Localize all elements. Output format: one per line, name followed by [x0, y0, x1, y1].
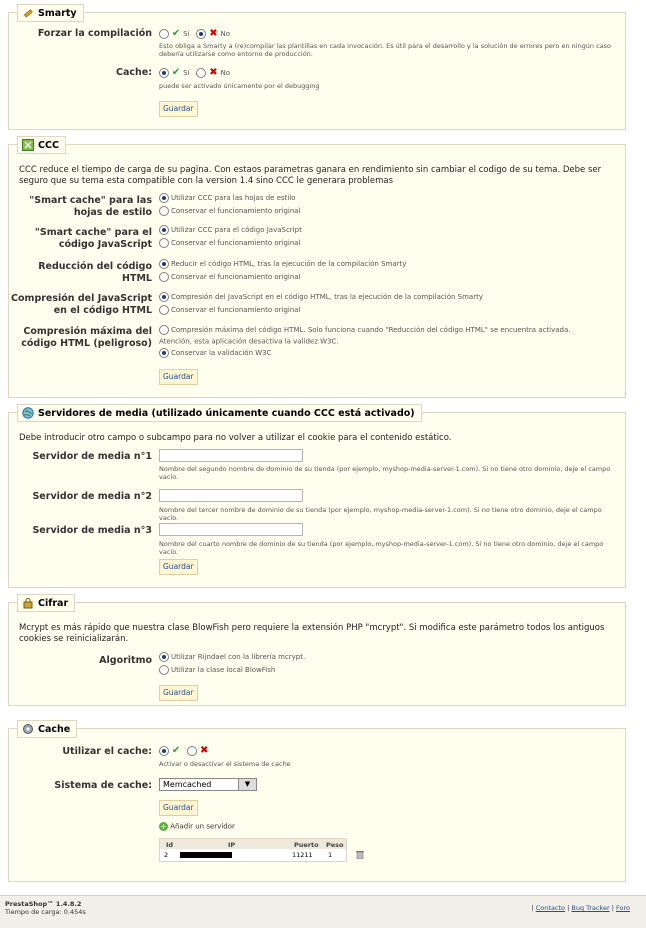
ccc-html-label: Reducción del código HTML: [38, 261, 152, 284]
cipher-opt1-label: Utilizar Rijndael con la librería mcrypt.: [171, 653, 306, 661]
row-port: 11211: [292, 851, 313, 859]
smarty-title: Smarty: [38, 7, 77, 19]
ccc-js-opt2-radio[interactable]: [159, 238, 169, 248]
add-server-link[interactable]: [159, 822, 235, 831]
forum-link[interactable]: Foro: [616, 904, 630, 912]
ccc-jscomp-opt1-radio[interactable]: [159, 292, 169, 302]
row-weight: 1: [328, 851, 333, 859]
server-table-header: [160, 839, 346, 849]
ccc-html-opt1-radio[interactable]: [159, 259, 169, 269]
cipher-fieldset: [8, 597, 626, 706]
media-server3-hint: Nombre del cuarto nombre de dominio de su tienda (por ejemplo, myshop-media-server-1.com). Si no tiene otro dominio, deje el campo vacío.: [159, 540, 604, 556]
ccc-fieldset: [8, 139, 626, 398]
ccc-jscomp-opt1[interactable]: [159, 292, 483, 303]
cache-use-label: Utilizar el cache:: [62, 746, 152, 757]
footer-sep: |: [531, 904, 534, 912]
globe-icon: [22, 407, 34, 419]
media-server2-hint: Nombre del tercer nombre de dominio de su tienda (por ejemplo, myshop-media-server-1.com). Si no tiene otro dominio, deje el campo vacío.: [159, 506, 602, 522]
ccc-js-opt2[interactable]: [159, 238, 301, 249]
cipher-opt2-label: Utilizar la clase local BlowFish: [171, 666, 276, 674]
ccc-html-opt2-radio[interactable]: [159, 272, 169, 282]
trash-icon[interactable]: [356, 850, 364, 861]
ccc-js-opt2-label: Conservar el funcionamiento original: [171, 239, 301, 247]
media-server1-label: Servidor de media n°1: [32, 451, 152, 462]
lock-icon: [22, 597, 34, 609]
cross-icon: ✖: [200, 745, 209, 756]
ccc-jscomp-opt2-radio[interactable]: [159, 305, 169, 315]
force-compile-hint: Esto obliga a Smarty a (re)compilar las plantillas en cada invocación. Es útil para el desarrollo y la solución de errores pero en ningún caso debería utilizarse como entorno de producción.: [159, 42, 612, 58]
media-save-button[interactable]: Guardar: [159, 559, 198, 575]
ccc-js-label: "Smart cache" para el código JavaScript: [34, 227, 152, 250]
ccc-jscomp-opt2[interactable]: [159, 305, 301, 316]
force-compile-field: [159, 28, 234, 39]
ccc-css-opt1-label: Utilizar CCC para las hojas de estilo: [171, 194, 296, 202]
footer-links: [531, 904, 630, 912]
ccc-maxcomp-label: Compresión máxima del código HTML (peligroso): [21, 326, 152, 349]
cipher-opt1[interactable]: [159, 652, 305, 663]
smarty-cache-field: [159, 67, 234, 78]
smarty-legend: [17, 4, 84, 22]
cache-legend: [17, 720, 77, 738]
ccc-js-opt1[interactable]: [159, 225, 302, 236]
contact-link[interactable]: Contacto: [535, 904, 566, 912]
media-server3-input[interactable]: [159, 523, 303, 536]
media-server2-label: Servidor de media n°2: [32, 491, 152, 502]
cipher-opt2[interactable]: [159, 665, 275, 676]
arrows-icon: [22, 139, 34, 151]
footer-sep: |: [567, 904, 570, 912]
ccc-css-opt2[interactable]: [159, 206, 301, 217]
ccc-css-opt2-radio[interactable]: [159, 206, 169, 216]
yes-label: Sí: [183, 29, 190, 38]
cache-title: Cache: [38, 723, 71, 735]
cache-use-no-radio[interactable]: [187, 746, 197, 756]
media-legend: [17, 404, 422, 422]
add-icon: +: [160, 822, 167, 831]
no-label: No: [220, 29, 231, 38]
footer-load-time: Tiempo de carga: 0.454s: [5, 908, 86, 916]
force-compile-yes-radio[interactable]: [159, 29, 169, 39]
ccc-maxcomp-opt2[interactable]: [159, 348, 272, 359]
ccc-css-opt2-label: Conservar el funcionamiento original: [171, 207, 301, 215]
col-weight: Peso: [326, 841, 344, 849]
ccc-css-opt1[interactable]: [159, 193, 296, 204]
force-compile-no-radio[interactable]: [196, 29, 206, 39]
footer-brand: PrestaShop™ 1.4.8.2: [5, 900, 82, 908]
cross-icon: ✖: [209, 28, 218, 39]
cache-save-button[interactable]: Guardar: [159, 800, 198, 816]
ccc-html-opt2-label: Conservar el funcionamiento original: [171, 273, 301, 281]
bug-tracker-link[interactable]: Bug Tracker: [571, 904, 610, 912]
media-server2-input[interactable]: [159, 489, 303, 502]
media-server1-input[interactable]: [159, 449, 303, 462]
ccc-css-label: "Smart cache" para las hojas de estilo: [29, 195, 152, 218]
cache-use-field: [159, 745, 208, 756]
ccc-save-button[interactable]: Guardar: [159, 369, 198, 385]
ccc-maxcomp-opt1[interactable]: [159, 325, 571, 336]
media-fieldset: [8, 407, 626, 588]
smarty-cache-no-radio[interactable]: [196, 68, 206, 78]
smarty-cache-hint: puede ser activado únicamente por el debugging: [159, 82, 320, 90]
check-icon: ✔: [171, 745, 181, 756]
cipher-opt2-radio[interactable]: [159, 665, 169, 675]
cipher-save-button[interactable]: Guardar: [159, 685, 198, 701]
force-compile-label: Forzar la compilación: [37, 28, 152, 39]
cipher-title: Cifrar: [38, 597, 69, 609]
ccc-jscomp-opt2-label: Conservar el funcionamiento original: [171, 306, 301, 314]
ccc-html-opt1-label: Reducir el código HTML, tras la ejecución de la compilación Smarty: [171, 260, 407, 268]
ccc-html-opt2[interactable]: [159, 272, 301, 283]
smarty-cache-yes-radio[interactable]: [159, 68, 169, 78]
ccc-title: CCC: [38, 139, 59, 151]
ccc-maxcomp-opt1-label: Compresión máxima del código HTML. Solo funciona cuando "Reducción del código HTML" se encuentra activada.: [171, 326, 571, 334]
server-table: [159, 838, 347, 862]
table-row: [160, 849, 346, 861]
cache-use-hint: Activar o desactivar el sistema de cache: [159, 760, 291, 768]
ccc-js-opt1-label: Utilizar CCC para el código JavaScript: [171, 226, 302, 234]
media-title: Servidores de media (utilizado únicamente cuando CCC está activado): [38, 407, 415, 419]
cipher-opt1-radio[interactable]: [159, 652, 169, 662]
yes-label: Sí: [183, 68, 190, 77]
check-icon: ✔: [171, 67, 181, 78]
cache-fieldset: [8, 723, 626, 882]
ccc-legend: [17, 136, 66, 154]
cross-icon: ✖: [209, 67, 218, 78]
smarty-fieldset: [8, 7, 626, 130]
ccc-css-opt1-radio[interactable]: [159, 193, 169, 203]
ccc-description: CCC reduce el tiempo de carga de su pagina. Con estaos parametras ganara en rendimiento sin cambiar el codigo de su tema. Debe ser seguro que su tema esta compatible con la version 1.4 sino CCC le generara problemas: [19, 165, 602, 186]
media-server1-hint: Nombre del segundo nombre de dominio de su tienda (por ejemplo, myshop-media-server-1.com). Si no tiene otro dominio, deje el campo vacío.: [159, 465, 611, 481]
ccc-maxcomp-opt2-radio[interactable]: [159, 348, 169, 358]
cache-use-yes-radio[interactable]: [159, 746, 169, 756]
ccc-html-opt1[interactable]: [159, 259, 406, 270]
cache-system-value: Memcached: [163, 780, 212, 789]
ccc-jscomp-opt1-label: Compresión del JavaScript en el código HTML, tras la ejecución de la compilación Smarty: [171, 293, 483, 301]
no-label: No: [220, 68, 231, 77]
add-server-label: Añadir un servidor: [170, 822, 235, 831]
col-id: Id: [166, 841, 174, 849]
ccc-jscomp-label: Compresión del JavaScript en el código HTML: [11, 293, 152, 316]
cipher-algo-label: Algoritmo: [99, 655, 152, 666]
cipher-legend: [17, 594, 75, 612]
smarty-cache-label: Cache:: [115, 67, 152, 78]
col-ip: IP: [228, 841, 236, 849]
media-description: Debe introducir otro campo o subcampo para no volver a utilizar el cookie para el contenido estático.: [19, 433, 452, 443]
col-port: Puerto: [294, 841, 319, 849]
gear-icon: [22, 723, 34, 735]
cipher-description: Mcrypt es más rápido que nuestra clase BlowFish pero requiere la extensión PHP "mcrypt". Si modifica este parámetro todos los antiguos cookies se reinicializarán.: [19, 623, 605, 644]
ccc-maxcomp-warning-text: Atención, esta aplicación desactiva la validez W3C.: [159, 337, 339, 346]
pencil-icon: [22, 7, 34, 19]
ccc-js-opt1-radio[interactable]: [159, 225, 169, 235]
check-icon: ✔: [171, 28, 181, 39]
smarty-save-button[interactable]: Guardar: [159, 101, 198, 117]
ccc-maxcomp-warning: [159, 337, 339, 347]
media-server3-label: Servidor de media n°3: [32, 525, 152, 536]
footer: [0, 895, 646, 928]
cache-system-select[interactable]: [159, 778, 257, 791]
redacted-ip: [180, 852, 232, 858]
row-id: 2: [164, 851, 169, 859]
footer-sep: |: [611, 904, 614, 912]
ccc-maxcomp-opt2-label: Conservar la validación W3C: [171, 349, 272, 357]
ccc-maxcomp-opt1-radio[interactable]: [159, 325, 169, 335]
cache-system-label: Sistema de cache:: [54, 780, 152, 791]
chevron-down-icon[interactable]: ▼: [238, 779, 256, 790]
